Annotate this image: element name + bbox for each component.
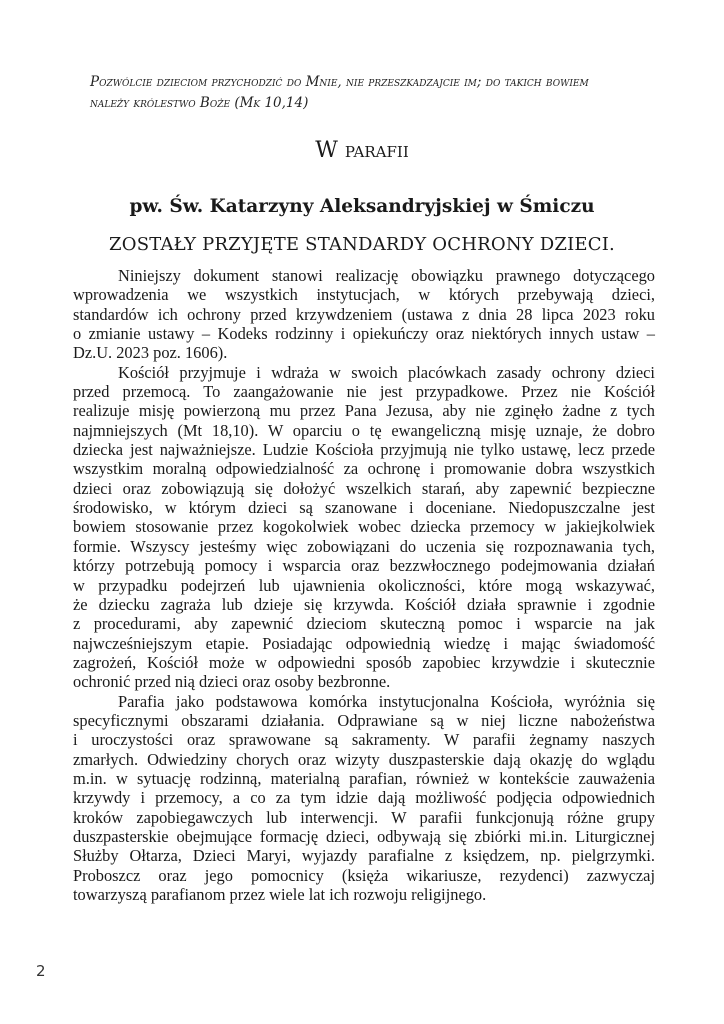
paragraph-line [73, 363, 655, 382]
line-text: i uroczystości oraz sprawowane są sakramenty. W parafii żegnamy naszych [73, 730, 655, 750]
paragraph-line [73, 885, 655, 904]
paragraph-line [73, 846, 655, 865]
line-text: zagrożeń, Kościół może w odpowiedni sposób zapobiec krzywdzie i skutecznie [73, 652, 655, 672]
paragraph-line [73, 266, 655, 285]
line-text: realizuje misję powierzoną mu przez Pana Jezusa, aby nie zginęło żadne z tych [73, 401, 655, 421]
paragraph-line [73, 750, 655, 769]
line-text: formie. Wszyscy jesteśmy więc zobowiązani do uczenia się rozpoznawania tych, [73, 536, 655, 556]
paragraph-line [73, 866, 655, 885]
line-text: zmarłych. Odwiedziny chorych oraz wizyty duszpasterskie dają okazję do wglądu [73, 749, 655, 769]
paragraph-line [73, 401, 655, 420]
paragraph [73, 692, 655, 905]
paragraph-line [73, 440, 655, 459]
paragraph-line [73, 769, 655, 788]
document-title: W parafii [315, 138, 409, 163]
paragraph-line [73, 537, 655, 556]
paragraph-line [73, 459, 655, 478]
document-subtitle: ZOSTAŁY PRZYJĘTE STANDARDY OCHRONY DZIECI. [109, 234, 615, 255]
line-text: towarzyszą parafianom przez wiele lat ich rozwoju religijnego. [73, 885, 487, 904]
line-text: najmniejszych (Mt 18,10). W oparciu o tę ewangeliczną misję uznaje, że dobro [73, 420, 655, 440]
paragraph-line [73, 595, 655, 614]
paragraph-line [73, 498, 655, 517]
paragraph-line [73, 479, 655, 498]
paragraph [73, 363, 655, 692]
line-text: przed przemocą. To zaangażowanie nie jest przypadkowe. Przez nie Kościół [73, 382, 655, 402]
line-text: krzywdy i przemocy, a co za tym idzie dają możliwość podjęcia odpowiednich [73, 788, 655, 808]
paragraph-line [73, 343, 655, 362]
paragraph-line [73, 692, 655, 711]
line-text: Kościół przyjmuje i wdraża w swoich placówkach zasady ochrony dzieci [118, 362, 655, 382]
paragraph-line [73, 634, 655, 653]
line-text: że dziecku zagraża lub dzieje się krzywda. Kościół działa sprawnie i zgodnie [73, 594, 655, 614]
paragraph-line [73, 730, 655, 749]
parish-name: pw. Św. Katarzyny Aleksandryjskiej w Śmiczu [129, 196, 595, 217]
line-text: dzieci oraz zobowiązują się dołożyć wszelkich starań, aby zapewnić bezpieczne [73, 478, 655, 498]
line-text: którzy potrzebują pomocy i wsparcia oraz bezzwłocznego podejmowania działań [73, 556, 655, 576]
paragraph-line [73, 305, 655, 324]
paragraph-line [73, 788, 655, 807]
line-text: Dz.U. 2023 poz. 1606). [73, 343, 228, 363]
paragraph-line [73, 653, 655, 672]
epigraph-line-1: Pozwólcie dzieciom przychodzić do Mnie, nie przeszkadzajcie im; do takich bowiem [90, 74, 589, 90]
epigraph-quote [90, 72, 650, 114]
line-text: duszpasterskie obejmujące formację dzieci, odbywają się zbiórki mi.in. Liturgicznej [73, 826, 655, 846]
paragraph-line [73, 711, 655, 730]
body-text [73, 266, 655, 904]
paragraph-line [73, 324, 655, 343]
line-text: najwcześniejszym etapie. Posiadając odpowiednią wiedzę i mając świadomość [73, 633, 655, 653]
paragraph-line [73, 672, 655, 691]
line-text: w przypadku podejrzeń lub ujawnienia okoliczności, które mogą wskazywać, [73, 575, 655, 595]
paragraph-line [73, 576, 655, 595]
line-text: wprowadzenia we wszystkich instytucjach, w których przebywają dzieci, [73, 285, 655, 305]
line-text: bowiem stosowanie przez kogokolwiek wobec dziecka przemocy w jakiejkolwiek [73, 517, 655, 537]
line-text: środowisko, w którym dzieci są szanowane i doceniane. Niedopuszczalne jest [73, 498, 655, 518]
page-number: 2 [36, 962, 46, 980]
paragraph-line [73, 285, 655, 304]
line-text: Służby Ołtarza, Dzieci Maryi, wyjazdy parafialne z księdzem, np. pielgrzymki. [73, 846, 655, 866]
line-text: Parafia jako podstawowa komórka instytucjonalna Kościoła, wyróżnia się [118, 691, 655, 711]
line-text: kroków zapobiegawczych lub interwencji. W parafii funkcjonują różne grupy [73, 807, 655, 827]
line-text: specyficznymi obszarami działania. Odprawiane są w niej liczne nabożeństwa [73, 710, 655, 730]
paragraph-line [73, 556, 655, 575]
paragraph [73, 266, 655, 363]
paragraph-line [73, 827, 655, 846]
line-text: Niniejszy dokument stanowi realizację obowiązku prawnego dotyczącego [118, 266, 655, 285]
line-text: ochronić przed nią dzieci oraz osoby bezbronne. [73, 672, 391, 692]
line-text: o zmianie ustawy – Kodeks rodzinny i opiekuńczy oraz niektórych innych ustaw – [73, 324, 655, 344]
paragraph-line [73, 421, 655, 440]
line-text: dziecka jest najważniejsze. Ludzie Kościoła przyjmują nie tylko ustawę, lecz przede [73, 440, 655, 460]
paragraph-line [73, 517, 655, 536]
paragraph-line [73, 614, 655, 633]
paragraph-line [73, 382, 655, 401]
line-text: Proboszcz oraz jego pomocnicy (księża wikariusze, rezydenci) zazwyczaj [73, 865, 655, 885]
line-text: wszystkim moralną odpowiedzialność za ochronę i promowanie dobra wszystkich [73, 459, 655, 479]
line-text: standardów ich ochrony przed krzywdzeniem (ustawa z dnia 28 lipca 2023 roku [73, 304, 655, 324]
paragraph-line [73, 808, 655, 827]
line-text: z procedurami, aby zapewnić dzieciom skuteczną pomoc i wsparcie na jak [73, 614, 655, 634]
epigraph-line-2: należy królestwo Boże (Mk 10,14) [90, 95, 309, 111]
line-text: m.in. w sytuację rodzinną, materialną parafian, również w kontekście zauważenia [73, 768, 655, 788]
